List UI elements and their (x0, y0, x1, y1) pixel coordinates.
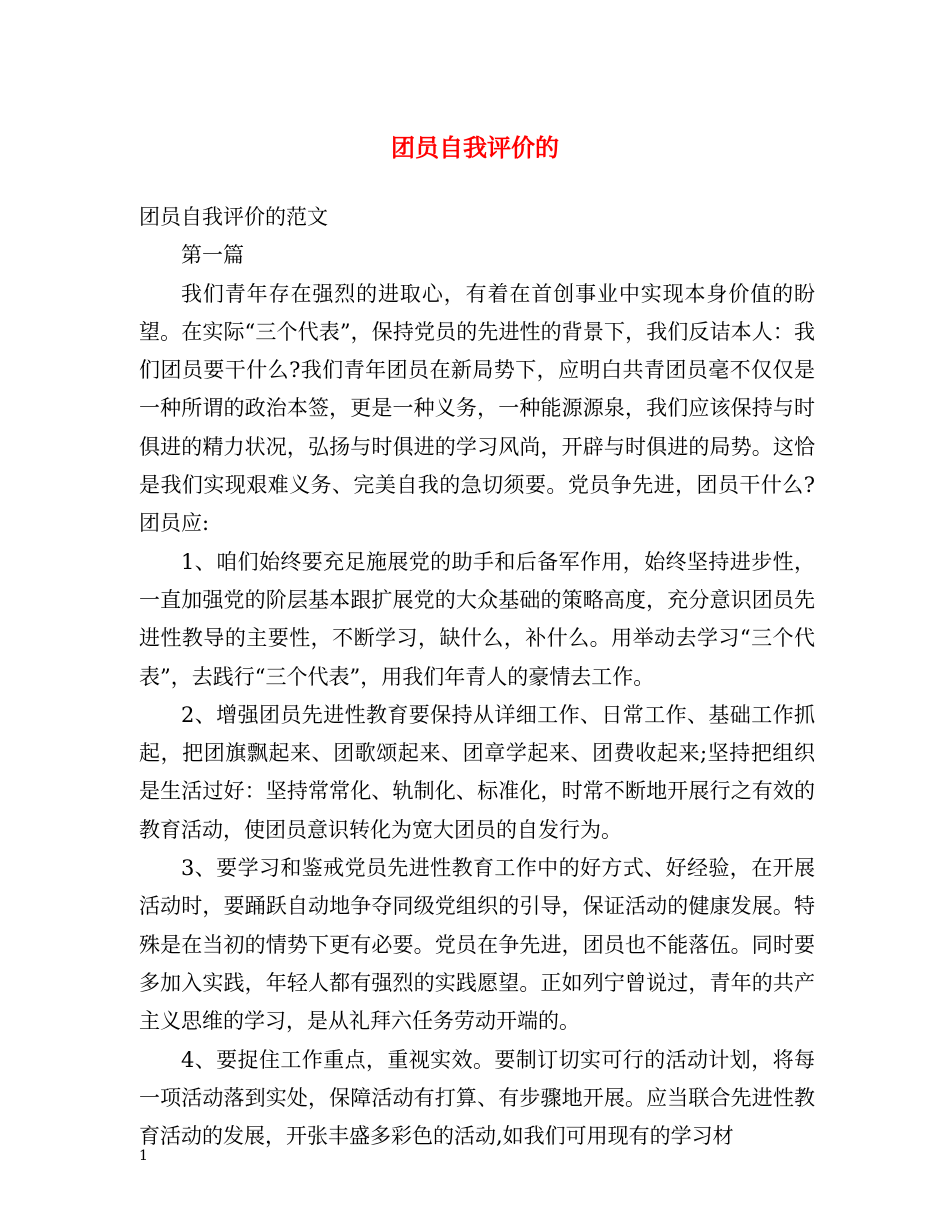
page-number: 1 (139, 1148, 148, 1164)
paragraph: 3、要学习和鉴戒党员先进性教育工作中的好方式、好经验，在开展活动时，要踊跃自动地争夺同级党组织的引导，保证活动的健康发展。特殊是在当初的情势下更有必要。党员在争先进，团员也不能落伍。同时要多加入实践，年轻人都有强烈的实践愿望。正如列宁曾说过，青年的共产主义思维的学习，是从礼拜六任务劳动开端的。 (139, 856, 815, 1034)
section-heading: 第一篇 (181, 243, 244, 268)
document-title: 团员自我评价的 (391, 134, 559, 162)
paragraph: 1、咱们始终要充足施展党的助手和后备军作用，始终坚持进步性，一直加强党的阶层基本跟扩展党的大众基础的策略高度，充分意识团员先进性教导的主要性，不断学习，缺什么，补什么。用举动去学习“三个代表”，去践行“三个代表”，用我们年青人的豪情去工作。 (139, 549, 815, 689)
paragraph: 2、增强团员先进性教育要保持从详细工作、日常工作、基础工作抓起，把团旗飘起来、团歌颂起来、团章学起来、团费收起来;坚持把组织是生活过好：坚持常常化、轨制化、标准化，时常不断地开展行之有效的教育活动，使团员意识转化为宽大团员的自发行为。 (139, 702, 815, 842)
paragraph: 我们青年存在强烈的进取心，有着在首创事业中实现本身价值的盼望。在实际“三个代表”，保持党员的先进性的背景下，我们反诘本人：我们团员要干什么?我们青年团员在新局势下，应明白共青团员毫不仅仅是一种所谓的政治本签，更是一种义务，一种能源源泉，我们应该保持与时俱进的精力状况，弘扬与时俱进的学习风尚，开辟与时俱进的局势。这恰是我们实现艰难义务、完美自我的急切须要。党员争先进，团员干什么?团员应: (139, 281, 815, 536)
document-body (139, 198, 815, 1155)
document-subtitle: 团员自我评价的范文 (139, 205, 328, 229)
paragraph: 4、要捉住工作重点，重视实效。要制订切实可行的活动计划，将每一项活动落到实处，保障活动有打算、有步骤地开展。应当联合先进性教育活动的发展，开张丰盛多彩色的活动,如我们可用现有的学习材 (139, 1047, 815, 1149)
